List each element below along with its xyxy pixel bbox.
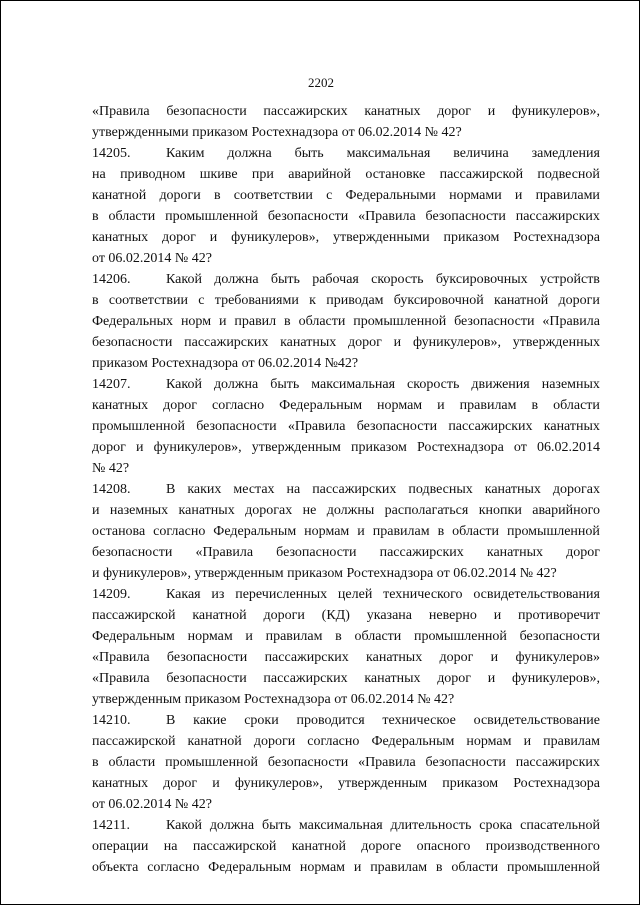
text-line — [92, 248, 600, 269]
question-number: 14210. — [92, 713, 131, 728]
text-line — [92, 794, 600, 815]
text-line — [92, 647, 600, 668]
line-text: В каких местах на пассажирских подвесных канатных дорогах — [166, 482, 600, 497]
question-line — [92, 584, 600, 605]
page-number: 2202 — [308, 75, 334, 90]
text-line — [92, 542, 600, 563]
line-text: безопасности пассажирских канатных дорог и фуникулеров», утвержденных — [92, 335, 600, 350]
line-text: пассажирской канатной дороги (КД) указана неверно и противоречит — [92, 608, 600, 623]
line-text: от 06.02.2014 № 42? — [92, 251, 213, 266]
question-number: 14209. — [92, 587, 131, 602]
line-text: утвержденными приказом Ростехнадзора от 06.02.2014 № 42? — [92, 125, 462, 140]
line-text: в соответствии с требованиями к приводам буксировочной канатной дороги — [92, 293, 600, 308]
question-number: 14206. — [92, 272, 131, 287]
question-line — [92, 143, 600, 164]
line-text: и фуникулеров», утвержденным приказом Ростехнадзора от 06.02.2014 № 42? — [92, 566, 557, 581]
line-text: промышленной безопасности «Правила безопасности пассажирских канатных — [92, 419, 600, 434]
line-text: «Правила безопасности пассажирских канатных дорог и фуникулеров» — [92, 650, 600, 665]
text-line — [92, 416, 600, 437]
text-line — [92, 521, 600, 542]
text-line — [92, 836, 600, 857]
question-number: 14207. — [92, 377, 131, 392]
line-text: Федеральных норм и правил в области промышленной безопасности «Правила — [92, 314, 600, 329]
text-line — [92, 332, 600, 353]
question-line — [92, 815, 600, 836]
line-text: канатных дорог и фуникулеров», утвержденным приказом Ростехнадзора — [92, 776, 600, 791]
text-line — [92, 437, 600, 458]
text-line — [92, 731, 600, 752]
line-text: и наземных канатных дорогах не должны располагаться кнопки аварийного — [92, 503, 600, 518]
line-text: «Правила безопасности пассажирских канатных дорог и фуникулеров», — [92, 104, 600, 119]
line-text: Какой должна быть максимальная скорость движения наземных — [166, 377, 600, 392]
line-text: от 06.02.2014 № 42? — [92, 797, 213, 812]
line-text: дорог и фуникулеров», утвержденным приказом Ростехнадзора от 06.02.2014 — [92, 440, 600, 455]
question-line — [92, 269, 600, 290]
line-text: приказом Ростехнадзора от 06.02.2014 №42? — [92, 356, 359, 371]
text-line — [92, 668, 600, 689]
text-line — [92, 311, 600, 332]
text-line — [92, 206, 600, 227]
line-text: безопасности «Правила безопасности пассажирских канатных дорог — [92, 545, 600, 560]
line-text: канатной дороги в соответствии с Федеральными нормами и правилами — [92, 188, 600, 203]
line-text: Федеральным нормам и правилам в области промышленной безопасности — [92, 629, 600, 644]
text-line — [92, 395, 600, 416]
line-text: «Правила безопасности пассажирских канатных дорог и фуникулеров», — [92, 671, 600, 686]
line-text: № 42? — [92, 461, 130, 476]
line-text: Какой должна быть рабочая скорость буксировочных устройств — [166, 272, 600, 287]
text-line — [92, 164, 600, 185]
text-line — [92, 185, 600, 206]
line-text: объекта согласно Федеральным нормам и правилам в области промышленной — [92, 860, 600, 875]
line-text: на приводном шкиве при аварийной остановке пассажирской подвесной — [92, 167, 600, 182]
question-number: 14211. — [92, 818, 130, 833]
text-line — [92, 290, 600, 311]
text-line — [92, 626, 600, 647]
question-line — [92, 374, 600, 395]
text-line — [92, 101, 600, 122]
line-text: Каким должна быть максимальная величина замедления — [166, 146, 600, 161]
line-text: Какая из перечисленных целей технического освидетельствования — [166, 587, 600, 602]
line-text: Какой должна быть максимальная длительность срока спасательной — [166, 818, 600, 833]
line-text: в области промышленной безопасности «Правила безопасности пассажирских — [92, 755, 600, 770]
line-text: в области промышленной безопасности «Правила безопасности пассажирских — [92, 209, 600, 224]
line-text: утвержденным приказом Ростехнадзора от 06.02.2014 № 42? — [92, 692, 455, 707]
text-line — [92, 122, 600, 143]
line-text: операции на пассажирской канатной дороге опасного производственного — [92, 839, 600, 854]
question-number: 14205. — [92, 146, 131, 161]
text-line — [92, 857, 600, 878]
text-line — [92, 353, 600, 374]
text-line — [92, 458, 600, 479]
line-text: останова согласно Федеральным нормам и правилам в области промышленной — [92, 524, 600, 539]
text-line — [92, 563, 600, 584]
line-text: пассажирской канатной дороги согласно Федеральным нормам и правилам — [92, 734, 600, 749]
question-number: 14208. — [92, 482, 131, 497]
text-line — [92, 500, 600, 521]
text-line — [92, 605, 600, 626]
text-line — [92, 773, 600, 794]
text-line — [92, 752, 600, 773]
text-line — [92, 227, 600, 248]
line-text: канатных дорог согласно Федеральным нормам и правилам в области — [92, 398, 600, 413]
question-line — [92, 710, 600, 731]
line-text: канатных дорог и фуникулеров», утвержденными приказом Ростехнадзора — [92, 230, 600, 245]
text-line — [92, 689, 600, 710]
line-text: В какие сроки проводится техническое освидетельствование — [166, 713, 600, 728]
question-line — [92, 479, 600, 500]
document-body — [92, 101, 600, 878]
